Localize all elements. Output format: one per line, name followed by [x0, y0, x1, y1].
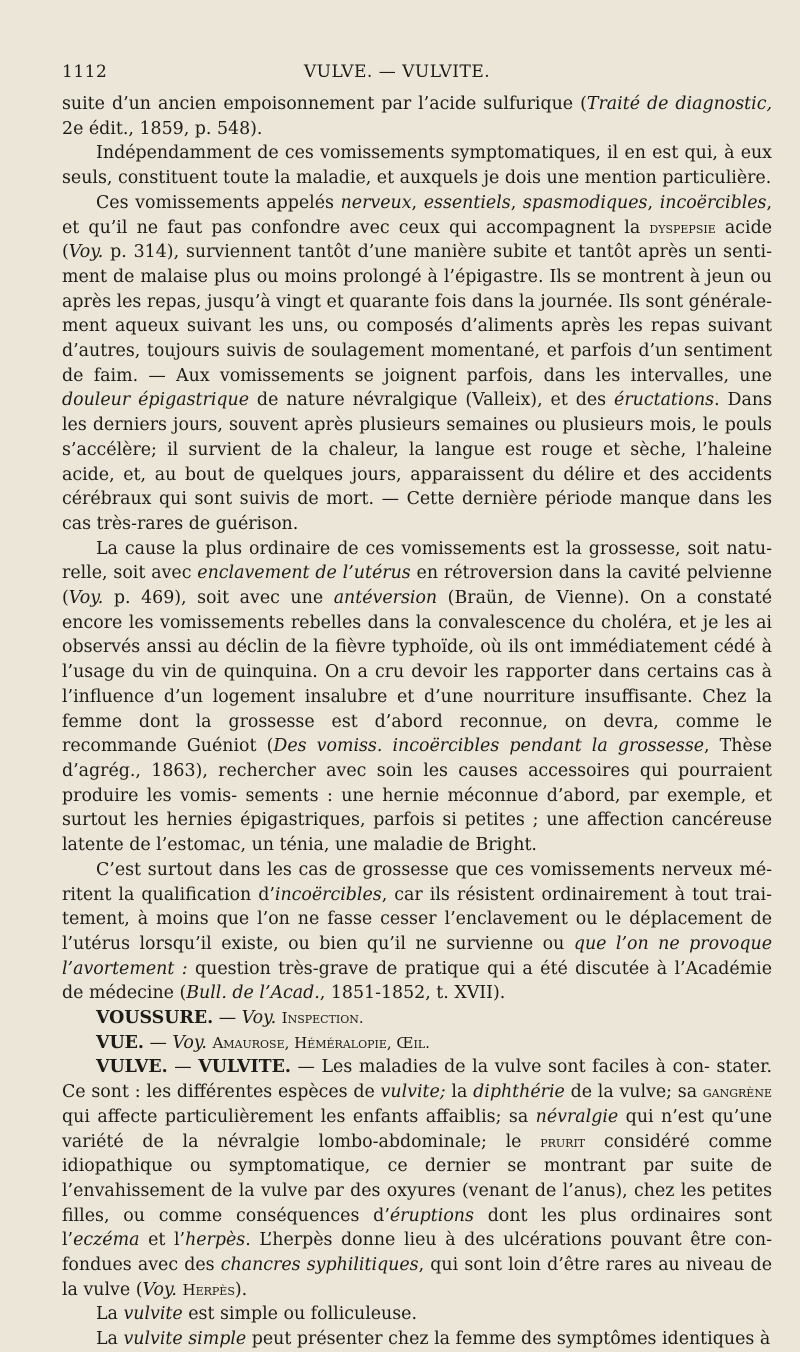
text-run: — — [167, 1057, 199, 1078]
text-run: Amaurose, Héméralopie, Œil. — [212, 1033, 430, 1052]
text-run: antéversion — [333, 588, 438, 609]
paragraph — [62, 1302, 772, 1327]
text-run: qui n’est qu’une variété de la névralgie lombo-abdominale; le — [62, 1106, 772, 1152]
text-run: — — [213, 1008, 242, 1029]
page-number: 1112 — [62, 62, 108, 82]
text-run: qui affecte particulièrement les enfants affaiblis; sa — [62, 1106, 536, 1127]
text-run: est simple ou folliculeuse. — [182, 1304, 417, 1325]
text-run: Voy. — [172, 1032, 207, 1053]
text-run: . Dans les derniers jours, souvent après plusieurs semaines ou plusieurs mois, le pouls s’accélère; il survient de la chaleur, la langue est rouge et sèche, l’haleine acide, et, au bout de quelques jours, apparaissent du délire et des accidents cérébraux qui sont suivis de mort. — Cette dernière période manque dans les cas très-rares de guérison. — [62, 390, 772, 534]
text-run: , qui sont loin d’être rares au niveau de la vulve ( — [62, 1255, 772, 1300]
paragraph — [62, 1031, 772, 1056]
text-run: , — [647, 192, 660, 213]
text-run: et l’ — [139, 1230, 186, 1251]
running-header — [62, 52, 772, 80]
paragraph — [62, 1327, 772, 1352]
text-run: , 1851-1852, t. XVII). — [319, 983, 506, 1004]
paragraph — [62, 858, 772, 1006]
text-run: peut présenter chez la femme des symptômes identiques à — [246, 1329, 771, 1350]
text-run: prurit — [540, 1132, 586, 1151]
text-run: diphthérie — [473, 1082, 565, 1103]
running-title: VULVE. — VULVITE. — [303, 62, 491, 82]
text-run: — — [143, 1032, 173, 1053]
text-run: ). — [234, 1279, 248, 1300]
text-run: dyspepsie — [649, 218, 716, 237]
text-run: de nature névralgique (Valleix), et des — [249, 390, 615, 411]
text-run: Voy. — [68, 242, 104, 263]
text-run: p. 469), soit avec une — [103, 588, 334, 609]
entry-headword: VUE. — [96, 1032, 144, 1053]
text-run: Herpès — [182, 1280, 235, 1299]
text-run: eczéma — [73, 1230, 140, 1251]
text-run: Indépendamment de ces vomissements symptomatiques, il en est qui, à eux seuls, constituent toute la maladie, et auxquels je dois une mention particulière. — [62, 143, 772, 189]
paragraph — [62, 537, 772, 858]
text-run: 2e édit., 1859, p. 548). — [62, 118, 263, 139]
text-run: Traité de diagnostic, — [586, 94, 772, 114]
text-run: La — [96, 1329, 124, 1350]
text-run: acide ( — [62, 217, 773, 263]
text-run: suite d’un ancien empoisonnement par l’acide sulfurique ( — [62, 94, 587, 114]
text-run: névralgie — [535, 1106, 619, 1127]
text-run: Voy. — [142, 1279, 177, 1300]
text-run: . L’herpès donne lieu à des ulcérations pouvant être con- fondues avec des — [62, 1230, 772, 1276]
text-run: chancres syphilitiques — [220, 1255, 419, 1276]
article-body — [62, 92, 772, 1352]
text-run: p. 314), surviennent tantôt d’une manière subite et tantôt après un senti- ment de malaise plus ou moins prolongé à l’épigastre. Ils se montrent à jeun ou après les repas, jusqu’à vingt et quarante fois dans la journée. Ils sont générale- ment aqueux suivant les uns, ou composés d’aliments après les repas suivant d’autres, toujours suivis de soulagement momentané, et parfois d’un sentiment de faim. — Aux vomissements se joignent parfois, dans les intervalles, une — [62, 242, 772, 386]
text-run: éructations — [614, 390, 715, 411]
text-run: Voy. — [241, 1008, 277, 1029]
text-run: Voy. — [68, 588, 104, 609]
paragraph — [62, 1055, 772, 1302]
text-run: vulvite simple — [123, 1329, 247, 1350]
text-run: herpès — [185, 1230, 246, 1251]
text-run: Bull. de l’Acad. — [186, 983, 320, 1004]
text-run: spasmodiques — [522, 192, 648, 213]
text-run: , — [510, 192, 523, 213]
text-run: incoërcibles — [274, 884, 382, 905]
text-run: — Les maladies de la vulve sont faciles à con- stater. Ce sont : les différentes espèces de — [62, 1057, 772, 1103]
text-run: Ces vomissements appelés — [96, 192, 341, 213]
text-run: douleur épigastrique — [62, 390, 249, 411]
entry-headword: VOUSSURE. — [96, 1008, 214, 1029]
text-run: , Thèse d’agrég., 1863), rechercher avec soin les causes accessoires qui pourraient produire les vomis- sements : une hernie méconnue d’abord, par exemple, et surtout les hernies épigastriques, parfois si petites ; une affection cancéreuse latente de l’estomac, un ténia, une maladie de Bright. — [62, 736, 772, 856]
text-run: , car ils résistent ordinairement à tout trai- tement, à moins que l’on ne fasse cesser l’enclavement ou le déplacement de l’utérus lorsqu’il existe, ou bien qu’il ne survienne ou — [62, 884, 772, 954]
text-run: question très-grave de pratique qui a été discutée à l’Académie de médecine ( — [62, 958, 772, 1004]
entry-headword: VULVE. — [96, 1057, 168, 1078]
text-run: vulvite; — [380, 1082, 446, 1103]
text-run: La cause la plus ordinaire de ces vomissements est la grossesse, soit natu- relle, soit avec — [62, 538, 772, 584]
paragraph — [62, 191, 772, 537]
paragraph — [62, 92, 772, 141]
text-run: C’est surtout dans les cas de grossesse que ces vomissements nerveux mé- ritent la qualification d’ — [62, 859, 772, 905]
paragraph — [62, 141, 772, 190]
text-run: , et qu’il ne faut pas confondre avec ceux qui accompagnent la — [62, 192, 773, 238]
text-run: Des vomiss. incoërcibles pendant la grossesse — [273, 736, 705, 757]
text-run: (Braün, de Vienne). On a constaté encore les vomissements rebelles dans la convalescence du choléra, et je les ai observés anssi au déclin de la fièvre typhoïde, où ils ont immédiatement cédé à l’usage du vin de quinquina. On a cru devoir les rapporter dans certains cas à l’influence d’un logement insalubre et d’une nourriture insuffisante. Chez la femme dont la grossesse est d’abord reconnue, on devra, comme le recommande Guéniot ( — [62, 588, 772, 757]
text-run: en rétroversion dans la cavité pelvienne ( — [62, 563, 772, 609]
paragraph — [62, 1006, 772, 1031]
text-run: dont les plus ordinaires sont l’ — [62, 1205, 772, 1251]
text-run: Inspection. — [281, 1009, 364, 1028]
entry-headword: VULVITE. — [198, 1057, 291, 1078]
text-run: éruptions — [389, 1205, 474, 1226]
text-run: La — [96, 1304, 124, 1325]
text-run: considéré comme idiopathique ou symptomatique, ce dernier se montrant par suite de l’envahissement de la vulve par des oxyures (venant de l’anus), chez les petites filles, ou comme conséquences d’ — [62, 1131, 773, 1226]
text-run: vulvite — [123, 1304, 183, 1325]
text-run: gangrène — [702, 1083, 772, 1102]
text-run: de la vulve; sa — [564, 1082, 703, 1103]
text-run: essentiels — [423, 192, 511, 213]
text-run: nerveux — [340, 192, 412, 213]
text-run: incoërcibles — [659, 192, 767, 213]
text-run: , — [411, 192, 424, 213]
text-run: que l’on ne provoque l’avortement : — [62, 933, 772, 979]
text-run: la — [445, 1082, 474, 1103]
text-run: enclavement de l’utérus — [197, 563, 411, 584]
